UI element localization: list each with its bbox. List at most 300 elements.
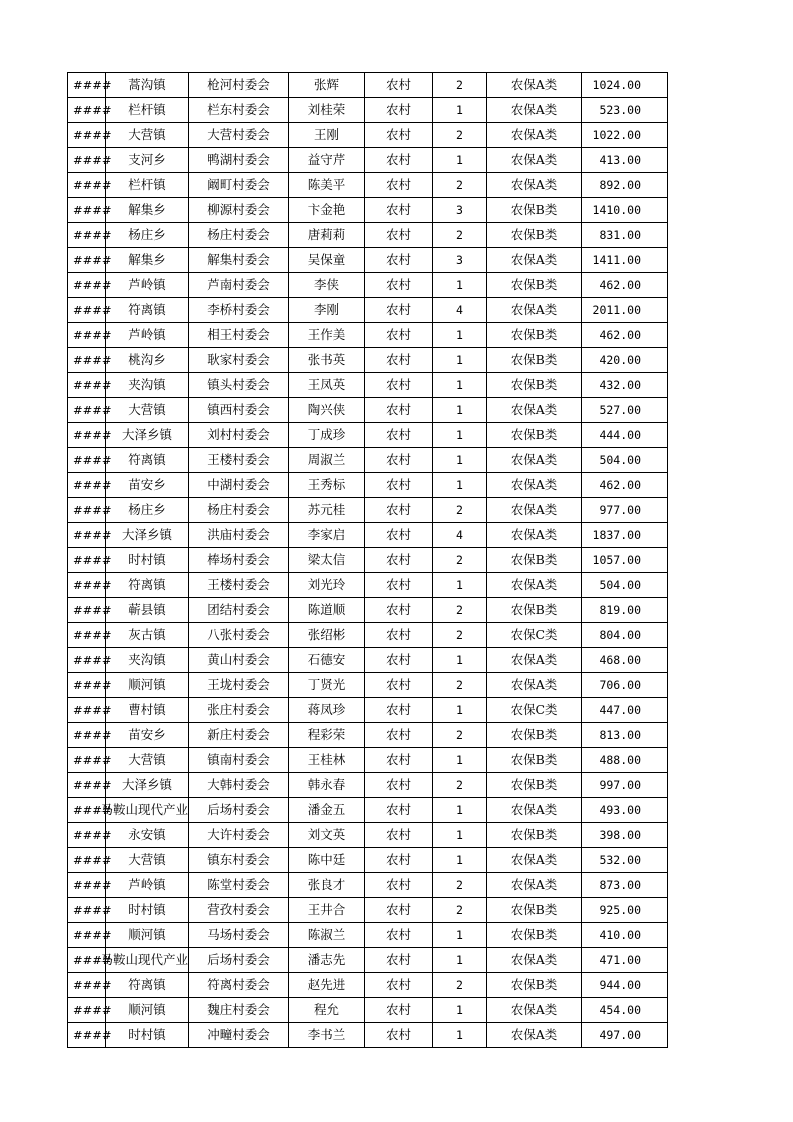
cell-village: 柳源村委会: [189, 198, 289, 223]
cell-area: 农村: [365, 423, 433, 448]
cell-name: 刘光玲: [289, 573, 365, 598]
cell-id: ####: [68, 873, 106, 898]
cell-town: 解集乡: [106, 248, 189, 273]
cell-id: ####: [68, 723, 106, 748]
cell-town: 栏杆镇: [106, 173, 189, 198]
cell-village: 杨庄村委会: [189, 223, 289, 248]
cell-town: 马鞍山现代产业: [106, 798, 189, 823]
cell-name: 王作美: [289, 323, 365, 348]
cell-category: 农保A类: [487, 73, 582, 98]
cell-area: 农村: [365, 898, 433, 923]
cell-name: 张良才: [289, 873, 365, 898]
cell-amount: 1022.00: [582, 123, 668, 148]
cell-count: 2: [433, 123, 487, 148]
cell-category: 农保B类: [487, 973, 582, 998]
cell-category: 农保B类: [487, 898, 582, 923]
table-row: [68, 823, 668, 848]
cell-area: 农村: [365, 723, 433, 748]
cell-count: 1: [433, 98, 487, 123]
cell-area: 农村: [365, 573, 433, 598]
cell-town: 大泽乡镇: [106, 523, 189, 548]
table-row: [68, 298, 668, 323]
cell-village: 中湖村委会: [189, 473, 289, 498]
cell-count: 4: [433, 523, 487, 548]
cell-area: 农村: [365, 198, 433, 223]
cell-count: 1: [433, 948, 487, 973]
cell-area: 农村: [365, 348, 433, 373]
table-row: [68, 798, 668, 823]
cell-area: 农村: [365, 123, 433, 148]
cell-amount: 944.00: [582, 973, 668, 998]
cell-amount: 497.00: [582, 1023, 668, 1048]
cell-name: 梁太信: [289, 548, 365, 573]
cell-amount: 420.00: [582, 348, 668, 373]
table-row: [68, 98, 668, 123]
cell-town: 符离镇: [106, 973, 189, 998]
cell-id: ####: [68, 948, 106, 973]
cell-amount: 1024.00: [582, 73, 668, 98]
cell-count: 2: [433, 873, 487, 898]
table-row: [68, 873, 668, 898]
cell-name: 唐莉莉: [289, 223, 365, 248]
cell-village: 马场村委会: [189, 923, 289, 948]
cell-id: ####: [68, 198, 106, 223]
cell-name: 张绍彬: [289, 623, 365, 648]
cell-id: ####: [68, 998, 106, 1023]
cell-count: 2: [433, 973, 487, 998]
cell-name: 王秀标: [289, 473, 365, 498]
cell-id: ####: [68, 373, 106, 398]
table-row: [68, 648, 668, 673]
cell-count: 3: [433, 248, 487, 273]
cell-village: 大韩村委会: [189, 773, 289, 798]
cell-id: ####: [68, 498, 106, 523]
table-row: [68, 498, 668, 523]
cell-category: 农保B类: [487, 373, 582, 398]
cell-count: 1: [433, 648, 487, 673]
cell-town: 顺河镇: [106, 673, 189, 698]
cell-village: 刘村村委会: [189, 423, 289, 448]
table-row: [68, 348, 668, 373]
cell-name: 陈淑兰: [289, 923, 365, 948]
cell-category: 农保B类: [487, 323, 582, 348]
cell-count: 4: [433, 298, 487, 323]
cell-area: 农村: [365, 948, 433, 973]
cell-name: 陈美平: [289, 173, 365, 198]
cell-village: 张庄村委会: [189, 698, 289, 723]
cell-area: 农村: [365, 148, 433, 173]
cell-count: 2: [433, 673, 487, 698]
table-row: [68, 773, 668, 798]
cell-name: 潘志先: [289, 948, 365, 973]
table-row: [68, 473, 668, 498]
cell-village: 大许村委会: [189, 823, 289, 848]
cell-town: 栏杆镇: [106, 98, 189, 123]
cell-category: 农保A类: [487, 473, 582, 498]
cell-category: 农保B类: [487, 723, 582, 748]
cell-town: 蒿沟镇: [106, 73, 189, 98]
cell-count: 2: [433, 898, 487, 923]
cell-amount: 706.00: [582, 673, 668, 698]
cell-id: ####: [68, 1023, 106, 1048]
cell-village: 镇西村委会: [189, 398, 289, 423]
cell-category: 农保A类: [487, 1023, 582, 1048]
cell-count: 2: [433, 73, 487, 98]
cell-count: 1: [433, 348, 487, 373]
cell-id: ####: [68, 923, 106, 948]
table-row: [68, 323, 668, 348]
cell-amount: 462.00: [582, 323, 668, 348]
cell-count: 2: [433, 498, 487, 523]
cell-town: 支河乡: [106, 148, 189, 173]
cell-town: 顺河镇: [106, 923, 189, 948]
cell-id: ####: [68, 973, 106, 998]
cell-amount: 504.00: [582, 448, 668, 473]
cell-town: 芦岭镇: [106, 273, 189, 298]
cell-area: 农村: [365, 73, 433, 98]
cell-amount: 997.00: [582, 773, 668, 798]
cell-id: ####: [68, 173, 106, 198]
cell-village: 相王村委会: [189, 323, 289, 348]
cell-category: 农保C类: [487, 623, 582, 648]
cell-amount: 462.00: [582, 273, 668, 298]
cell-area: 农村: [365, 173, 433, 198]
cell-id: ####: [68, 673, 106, 698]
cell-amount: 410.00: [582, 923, 668, 948]
cell-category: 农保A类: [487, 498, 582, 523]
cell-count: 1: [433, 748, 487, 773]
cell-id: ####: [68, 348, 106, 373]
cell-village: 栏东村委会: [189, 98, 289, 123]
cell-town: 符离镇: [106, 298, 189, 323]
cell-village: 八张村委会: [189, 623, 289, 648]
cell-amount: 1057.00: [582, 548, 668, 573]
table-row: [68, 273, 668, 298]
cell-village: 冲疃村委会: [189, 1023, 289, 1048]
cell-area: 农村: [365, 473, 433, 498]
cell-category: 农保B类: [487, 823, 582, 848]
cell-town: 夹沟镇: [106, 373, 189, 398]
cell-area: 农村: [365, 223, 433, 248]
cell-count: 1: [433, 448, 487, 473]
cell-amount: 527.00: [582, 398, 668, 423]
cell-id: ####: [68, 148, 106, 173]
cell-town: 杨庄乡: [106, 498, 189, 523]
cell-name: 王井合: [289, 898, 365, 923]
cell-count: 1: [433, 323, 487, 348]
cell-name: 程彩荣: [289, 723, 365, 748]
cell-category: 农保A类: [487, 873, 582, 898]
cell-count: 1: [433, 998, 487, 1023]
cell-id: ####: [68, 648, 106, 673]
cell-name: 益守芹: [289, 148, 365, 173]
cell-village: 耿家村委会: [189, 348, 289, 373]
cell-id: ####: [68, 448, 106, 473]
cell-id: ####: [68, 623, 106, 648]
cell-category: 农保A类: [487, 798, 582, 823]
cell-town: 苗安乡: [106, 473, 189, 498]
cell-category: 农保A类: [487, 523, 582, 548]
table-row: [68, 923, 668, 948]
cell-village: 团结村委会: [189, 598, 289, 623]
cell-category: 农保A类: [487, 948, 582, 973]
cell-area: 农村: [365, 923, 433, 948]
table-row: [68, 748, 668, 773]
cell-village: 镇东村委会: [189, 848, 289, 873]
cell-town: 苗安乡: [106, 723, 189, 748]
cell-town: 马鞍山现代产业: [106, 948, 189, 973]
cell-town: 蕲县镇: [106, 598, 189, 623]
cell-id: ####: [68, 98, 106, 123]
cell-category: 农保B类: [487, 923, 582, 948]
cell-area: 农村: [365, 598, 433, 623]
cell-id: ####: [68, 123, 106, 148]
table-row: [68, 548, 668, 573]
cell-amount: 532.00: [582, 848, 668, 873]
cell-id: ####: [68, 223, 106, 248]
cell-amount: 493.00: [582, 798, 668, 823]
cell-amount: 468.00: [582, 648, 668, 673]
cell-name: 王刚: [289, 123, 365, 148]
cell-category: 农保C类: [487, 698, 582, 723]
cell-town: 大营镇: [106, 848, 189, 873]
cell-name: 李侠: [289, 273, 365, 298]
table-row: [68, 73, 668, 98]
cell-category: 农保A类: [487, 648, 582, 673]
cell-amount: 1410.00: [582, 198, 668, 223]
table-row: [68, 248, 668, 273]
cell-category: 农保A类: [487, 173, 582, 198]
cell-area: 农村: [365, 998, 433, 1023]
cell-category: 农保A类: [487, 248, 582, 273]
cell-count: 2: [433, 598, 487, 623]
cell-count: 1: [433, 573, 487, 598]
table-row: [68, 598, 668, 623]
cell-name: 刘文英: [289, 823, 365, 848]
cell-town: 杨庄乡: [106, 223, 189, 248]
cell-name: 程允: [289, 998, 365, 1023]
cell-amount: 892.00: [582, 173, 668, 198]
cell-category: 农保A类: [487, 298, 582, 323]
cell-village: 鸭湖村委会: [189, 148, 289, 173]
cell-village: 解集村委会: [189, 248, 289, 273]
cell-area: 农村: [365, 273, 433, 298]
cell-amount: 462.00: [582, 473, 668, 498]
cell-town: 大泽乡镇: [106, 423, 189, 448]
cell-amount: 819.00: [582, 598, 668, 623]
cell-amount: 454.00: [582, 998, 668, 1023]
cell-town: 大营镇: [106, 123, 189, 148]
cell-village: 王楼村委会: [189, 573, 289, 598]
cell-id: ####: [68, 273, 106, 298]
cell-name: 韩永春: [289, 773, 365, 798]
cell-town: 时村镇: [106, 1023, 189, 1048]
cell-village: 枪河村委会: [189, 73, 289, 98]
table-row: [68, 198, 668, 223]
table-row: [68, 673, 668, 698]
cell-village: 后场村委会: [189, 798, 289, 823]
cell-name: 陈道顺: [289, 598, 365, 623]
cell-id: ####: [68, 473, 106, 498]
cell-amount: 977.00: [582, 498, 668, 523]
cell-area: 农村: [365, 1023, 433, 1048]
cell-area: 农村: [365, 848, 433, 873]
table-row: [68, 398, 668, 423]
cell-name: 蒋凤珍: [289, 698, 365, 723]
cell-village: 杨庄村委会: [189, 498, 289, 523]
cell-area: 农村: [365, 398, 433, 423]
cell-name: 陈中廷: [289, 848, 365, 873]
cell-area: 农村: [365, 973, 433, 998]
cell-name: 王桂林: [289, 748, 365, 773]
cell-area: 农村: [365, 823, 433, 848]
data-table: [67, 72, 668, 1048]
cell-category: 农保B类: [487, 273, 582, 298]
cell-count: 1: [433, 848, 487, 873]
cell-count: 1: [433, 798, 487, 823]
cell-village: 阚町村委会: [189, 173, 289, 198]
cell-id: ####: [68, 698, 106, 723]
cell-area: 农村: [365, 373, 433, 398]
cell-category: 农保A类: [487, 673, 582, 698]
cell-village: 大营村委会: [189, 123, 289, 148]
cell-id: ####: [68, 323, 106, 348]
cell-area: 农村: [365, 323, 433, 348]
cell-village: 棒场村委会: [189, 548, 289, 573]
cell-village: 黄山村委会: [189, 648, 289, 673]
cell-area: 农村: [365, 498, 433, 523]
table-row: [68, 998, 668, 1023]
cell-town: 芦岭镇: [106, 873, 189, 898]
cell-area: 农村: [365, 548, 433, 573]
table-row: [68, 948, 668, 973]
table-row: [68, 1023, 668, 1048]
table-row: [68, 173, 668, 198]
cell-id: ####: [68, 773, 106, 798]
cell-amount: 813.00: [582, 723, 668, 748]
cell-town: 大营镇: [106, 398, 189, 423]
cell-village: 李桥村委会: [189, 298, 289, 323]
table-row: [68, 698, 668, 723]
table-row: [68, 123, 668, 148]
cell-amount: 831.00: [582, 223, 668, 248]
cell-area: 农村: [365, 98, 433, 123]
cell-area: 农村: [365, 698, 433, 723]
cell-name: 丁贤光: [289, 673, 365, 698]
cell-town: 符离镇: [106, 573, 189, 598]
cell-count: 1: [433, 1023, 487, 1048]
cell-area: 农村: [365, 448, 433, 473]
cell-count: 1: [433, 373, 487, 398]
cell-category: 农保A类: [487, 573, 582, 598]
cell-count: 1: [433, 398, 487, 423]
table-row: [68, 723, 668, 748]
cell-name: 张书英: [289, 348, 365, 373]
cell-village: 符离村委会: [189, 973, 289, 998]
cell-count: 2: [433, 623, 487, 648]
cell-category: 农保B类: [487, 748, 582, 773]
cell-town: 芦岭镇: [106, 323, 189, 348]
cell-name: 卞金艳: [289, 198, 365, 223]
cell-count: 2: [433, 723, 487, 748]
cell-town: 时村镇: [106, 548, 189, 573]
cell-count: 2: [433, 773, 487, 798]
cell-amount: 1411.00: [582, 248, 668, 273]
cell-category: 农保A类: [487, 98, 582, 123]
cell-area: 农村: [365, 748, 433, 773]
cell-amount: 444.00: [582, 423, 668, 448]
cell-town: 大泽乡镇: [106, 773, 189, 798]
cell-name: 潘金五: [289, 798, 365, 823]
table-row: [68, 448, 668, 473]
cell-category: 农保A类: [487, 398, 582, 423]
cell-category: 农保A类: [487, 148, 582, 173]
cell-amount: 804.00: [582, 623, 668, 648]
cell-count: 1: [433, 823, 487, 848]
cell-amount: 398.00: [582, 823, 668, 848]
cell-name: 李刚: [289, 298, 365, 323]
cell-id: ####: [68, 248, 106, 273]
cell-name: 李书兰: [289, 1023, 365, 1048]
cell-town: 夹沟镇: [106, 648, 189, 673]
cell-village: 魏庄村委会: [189, 998, 289, 1023]
cell-category: 农保A类: [487, 848, 582, 873]
cell-count: 2: [433, 173, 487, 198]
cell-category: 农保B类: [487, 223, 582, 248]
cell-town: 顺河镇: [106, 998, 189, 1023]
cell-name: 李家启: [289, 523, 365, 548]
cell-town: 时村镇: [106, 898, 189, 923]
cell-village: 芦南村委会: [189, 273, 289, 298]
table-row: [68, 523, 668, 548]
table-row: [68, 423, 668, 448]
cell-id: ####: [68, 798, 106, 823]
table-body: [68, 73, 668, 1048]
table-row: [68, 573, 668, 598]
cell-area: 农村: [365, 648, 433, 673]
cell-name: 张辉: [289, 73, 365, 98]
cell-amount: 504.00: [582, 573, 668, 598]
cell-name: 刘桂荣: [289, 98, 365, 123]
cell-name: 吴保童: [289, 248, 365, 273]
cell-count: 1: [433, 423, 487, 448]
cell-village: 陈堂村委会: [189, 873, 289, 898]
cell-amount: 873.00: [582, 873, 668, 898]
cell-village: 营孜村委会: [189, 898, 289, 923]
table-row: [68, 973, 668, 998]
cell-town: 灰古镇: [106, 623, 189, 648]
cell-amount: 523.00: [582, 98, 668, 123]
cell-town: 永安镇: [106, 823, 189, 848]
cell-amount: 925.00: [582, 898, 668, 923]
cell-name: 周淑兰: [289, 448, 365, 473]
table-row: [68, 223, 668, 248]
cell-name: 石德安: [289, 648, 365, 673]
cell-name: 陶兴侠: [289, 398, 365, 423]
cell-area: 农村: [365, 523, 433, 548]
cell-id: ####: [68, 398, 106, 423]
cell-id: ####: [68, 823, 106, 848]
cell-count: 1: [433, 273, 487, 298]
cell-area: 农村: [365, 298, 433, 323]
cell-town: 大营镇: [106, 748, 189, 773]
table-row: [68, 848, 668, 873]
cell-amount: 432.00: [582, 373, 668, 398]
cell-id: ####: [68, 423, 106, 448]
cell-amount: 471.00: [582, 948, 668, 973]
cell-count: 1: [433, 148, 487, 173]
cell-id: ####: [68, 523, 106, 548]
